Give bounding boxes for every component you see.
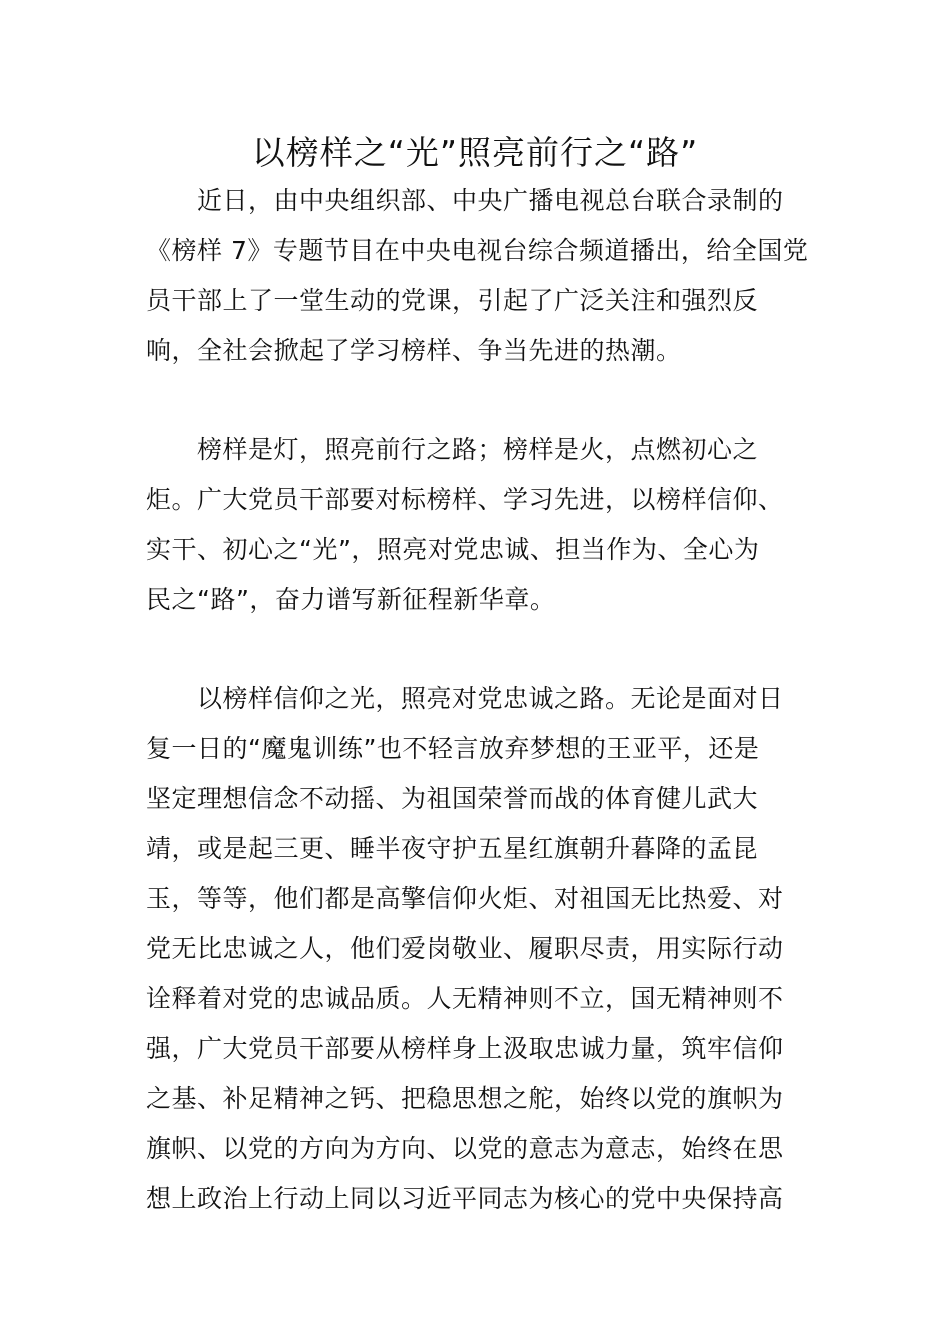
paragraph-line: 榜样是灯，照亮前行之路；榜样是火，点燃初心之 (146, 435, 759, 464)
paragraph-line: 坚定理想信念不动摇、为祖国荣誉而战的体育健儿武大 (146, 784, 759, 813)
paragraph-line: 强，广大党员干部要从榜样身上汲取忠诚力量，筑牢信仰 (146, 1034, 784, 1063)
paragraph-line: 党无比忠诚之人，他们爱岗敬业、履职尽责，用实际行动 (146, 934, 784, 963)
paragraph-line: 实干、初心之“光”，照亮对党忠诚、担当作为、全心为 (146, 535, 760, 564)
document-title: 以榜样之“光”照亮前行之“路” (251, 133, 699, 172)
paragraph-line: 民之“路”，奋力谱写新征程新华章。 (146, 585, 556, 614)
paragraph-line: 靖，或是起三更、睡半夜守护五星红旗朝升暮降的孟昆 (146, 834, 759, 863)
paragraph-line: 想上政治上行动上同以习近平同志为核心的党中央保持高 (146, 1184, 784, 1213)
paragraph-line: 以榜样信仰之光，照亮对党忠诚之路。无论是面对日 (146, 684, 784, 713)
paragraph-3 (146, 674, 808, 1224)
paragraph-line: 响，全社会掀起了学习榜样、争当先进的热潮。 (146, 336, 682, 365)
paragraph-line: 《榜样 7》专题节目在中央电视台综合频道播出，给全国党 (146, 236, 809, 265)
paragraph-line: 诠释着对党的忠诚品质。人无精神则不立，国无精神则不 (146, 984, 784, 1013)
paragraph-line: 之基、补足精神之钙、把稳思想之舵，始终以党的旗帜为 (146, 1084, 784, 1113)
paragraph-line: 玉，等等，他们都是高擎信仰火炬、对祖国无比热爱、对 (146, 884, 784, 913)
paragraph-line: 员干部上了一堂生动的党课，引起了广泛关注和强烈反 (146, 286, 759, 315)
paragraph-line: 复一日的“魔鬼训练”也不轻言放弃梦想的王亚平，还是 (146, 734, 760, 763)
paragraph-line: 近日，由中央组织部、中央广播电视总台联合录制的 (146, 186, 784, 215)
paragraph-line: 炬。广大党员干部要对标榜样、学习先进，以榜样信仰、 (146, 485, 784, 514)
paragraph-line: 旗帜、以党的方向为方向、以党的意志为意志，始终在思 (146, 1134, 784, 1163)
paragraph-1 (146, 176, 808, 376)
paragraph-2 (146, 425, 808, 625)
